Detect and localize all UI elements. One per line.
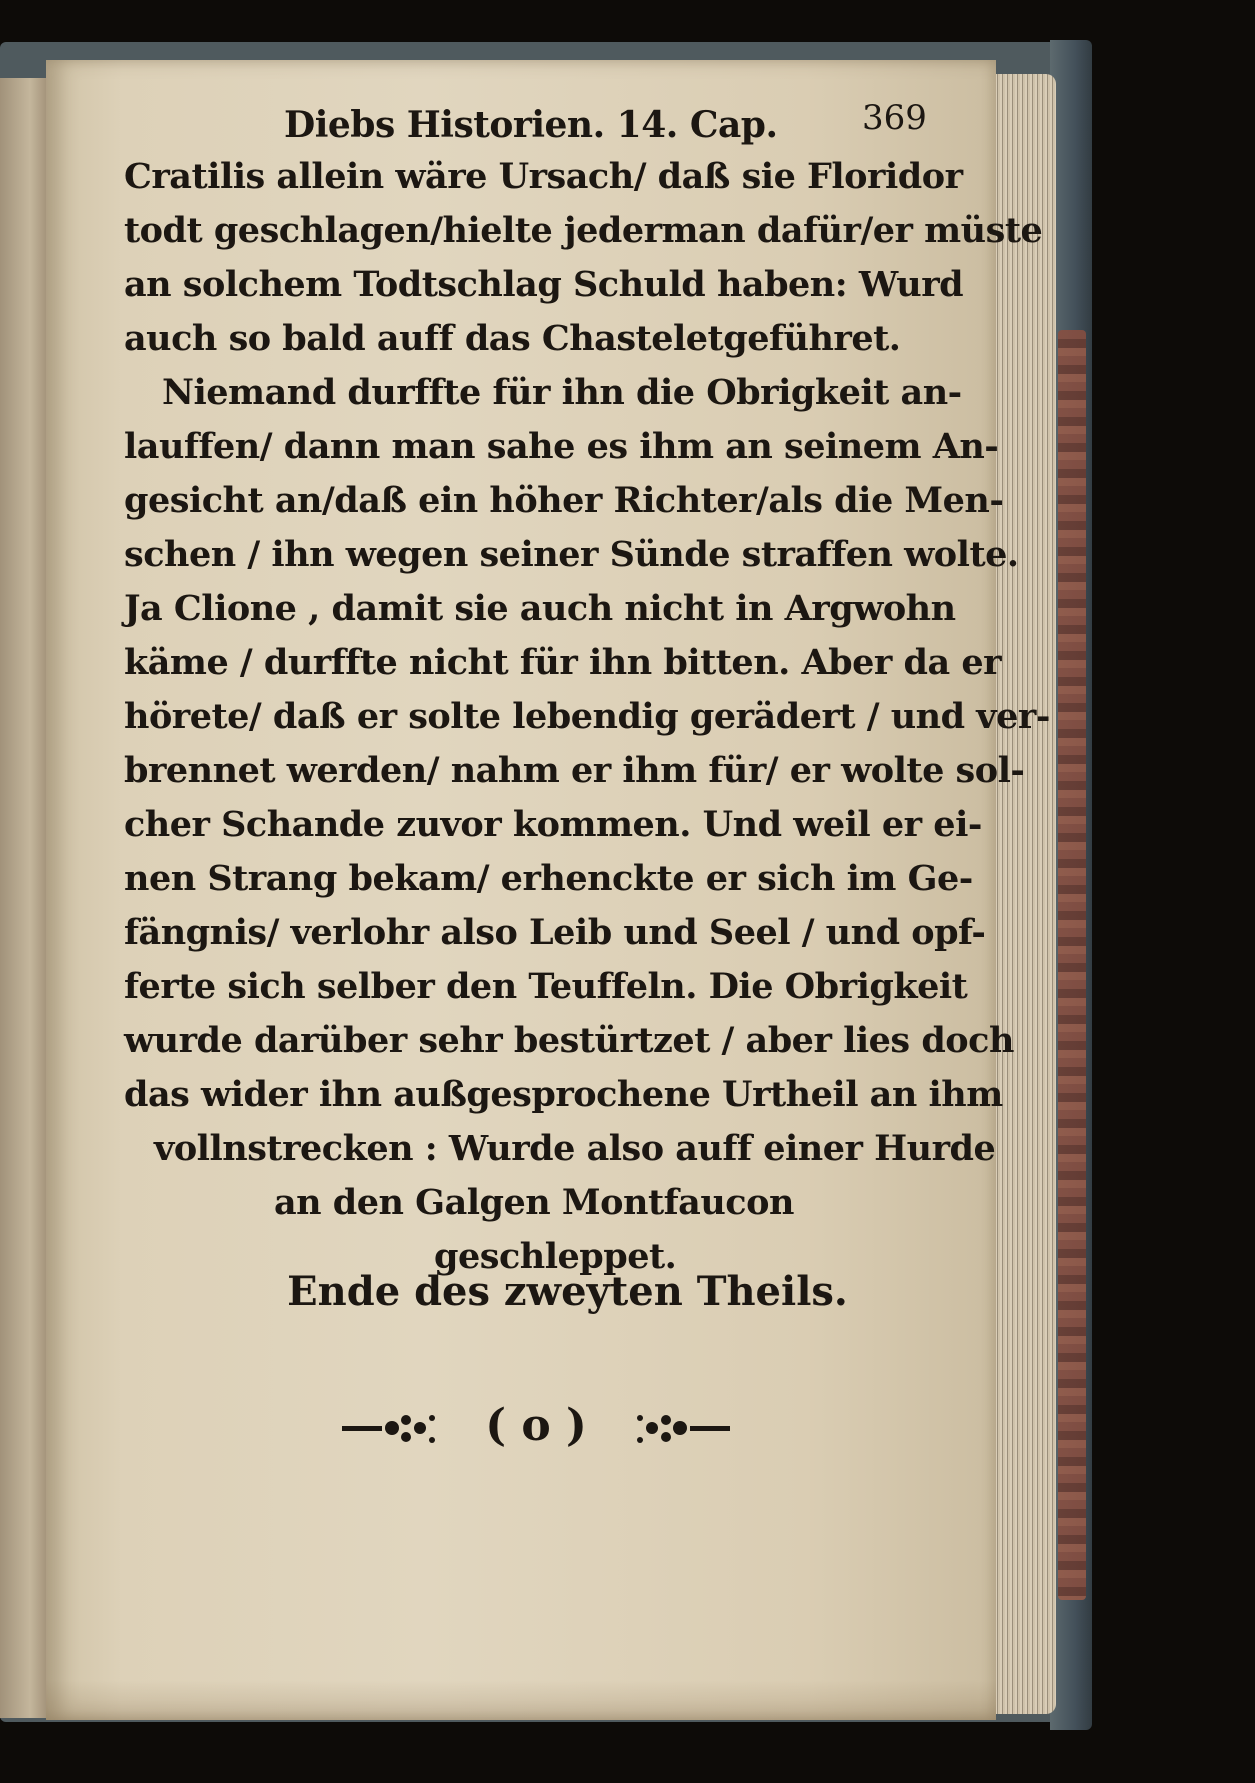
body-line: schen / ihn wegen seiner Sünde straffen wolte.	[124, 534, 1019, 575]
ornament-text: ( o )	[485, 1400, 587, 1451]
page-number: 369	[862, 98, 927, 138]
body-line: geschleppet.	[434, 1236, 677, 1277]
body-line: vollnstrecken : Wurde also auff einer Hurde	[154, 1128, 996, 1169]
body-line: cher Schande zuvor kommen. Und weil er ei-	[124, 804, 982, 845]
body-line: an solchem Todtschlag Schuld haben: Wurd	[124, 264, 964, 305]
closing-heading: Ende des zweyten Theils.	[287, 1268, 848, 1315]
body-line: todt geschlagen/hielte jederman dafür/er müste	[124, 210, 1043, 251]
body-line: lauffen/ dann man sahe es ihm an seinem An-	[124, 426, 999, 467]
body-line: das wider ihn außgesprochene Urtheil an ihm	[124, 1074, 1003, 1115]
body-line: käme / durffte nicht für ihn bitten. Aber da er	[124, 642, 1002, 683]
body-line: wurde darüber sehr bestürtzet / aber lies doch	[124, 1020, 1014, 1061]
body-line: auch so bald auff das Chasteletgeführet.	[124, 318, 901, 359]
tailpiece-ornament	[336, 1390, 736, 1460]
body-line: gesicht an/daß ein höher Richter/als die Men-	[124, 480, 1004, 521]
running-title: Diebs Historien. 14. Cap.	[284, 104, 778, 146]
verso-page-edge	[0, 78, 52, 1718]
page-block-edges	[990, 74, 1056, 1714]
body-line: Ja Clione , damit sie auch nicht in Argwohn	[124, 588, 956, 629]
body-line: hörete/ daß er solte lebendig gerädert / und ver-	[124, 696, 1050, 737]
body-line: fängnis/ verlohr also Leib und Seel / und opf-	[124, 912, 986, 953]
marbled-edge	[1058, 330, 1086, 1600]
body-line: Niemand durffte für ihn die Obrigkeit an-	[162, 372, 962, 413]
body-line: an den Galgen Montfaucon	[274, 1182, 794, 1223]
body-line: brennet werden/ nahm er ihm für/ er wolte sol-	[124, 750, 1025, 791]
body-line: ferte sich selber den Teuffeln. Die Obrigkeit	[124, 966, 968, 1007]
body-line: Cratilis allein wäre Ursach/ daß sie Floridor	[124, 156, 963, 197]
body-line: nen Strang bekam/ erhenckte er sich im Ge-	[124, 858, 973, 899]
